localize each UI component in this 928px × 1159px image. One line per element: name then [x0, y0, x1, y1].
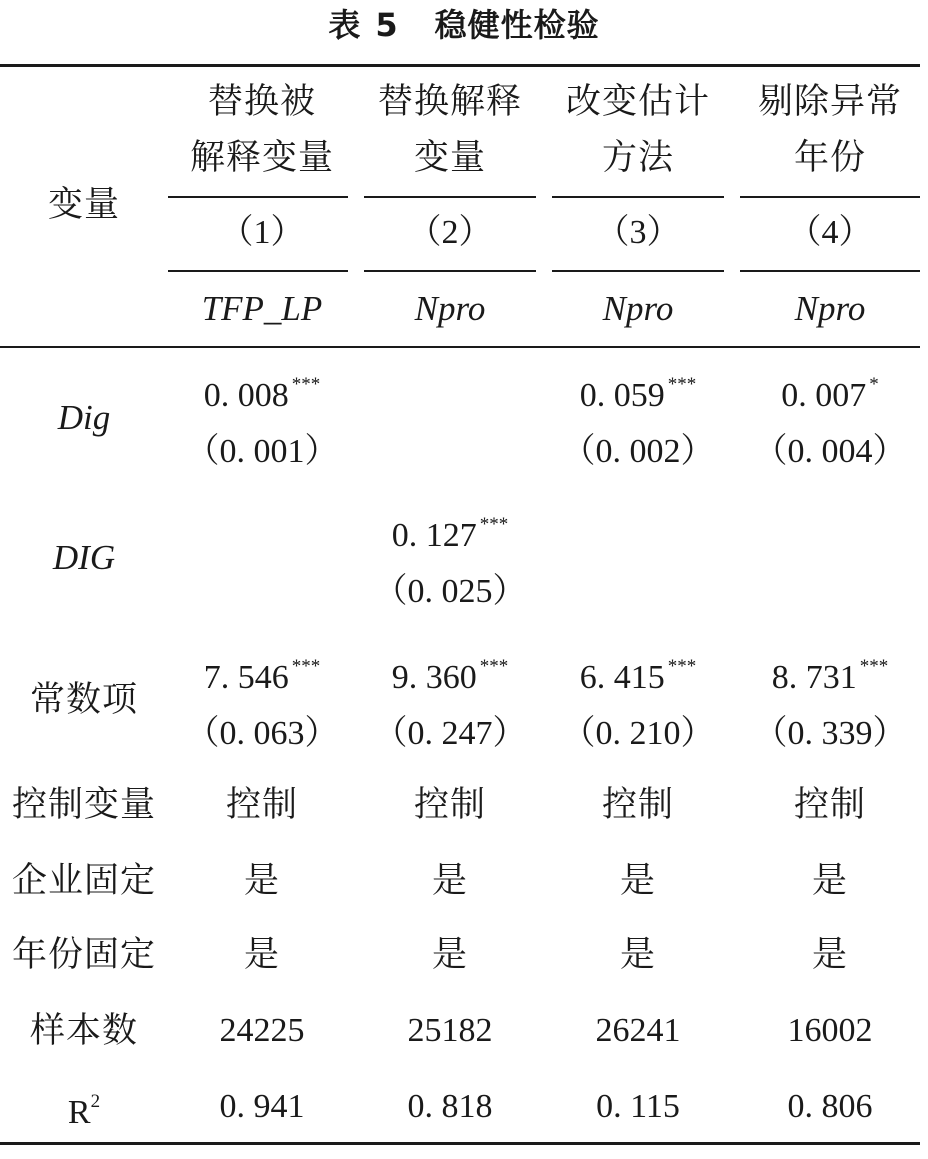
row-n-col2: 25182 [407, 1012, 493, 1049]
row-dig-col3-stars: *** [667, 373, 697, 395]
row-dig-col1-se: （0. 001） [185, 432, 339, 470]
row-const-col1-stars: *** [291, 655, 321, 677]
header-col1-depvar: TFP_LP [201, 289, 323, 328]
header-bottom-rule [0, 346, 920, 348]
header-col1-title-line2: 解释变量 [189, 138, 334, 178]
row-n-col4: 16002 [787, 1012, 873, 1049]
header-variable-label: 变量 [47, 185, 120, 225]
header-col4-title-line1: 剔除异常 [757, 82, 902, 122]
row-const-col2 [356, 644, 544, 756]
row-controls-col2: 控制 [413, 785, 486, 825]
header-col4-depvar: Npro [794, 289, 866, 328]
row-controls-col3: 控制 [601, 785, 674, 825]
header-subrule-col3-b [552, 270, 724, 272]
row-r2-label-sup: 2 [90, 1090, 101, 1112]
row-firm-fe-label: 企业固定 [11, 861, 156, 901]
row-r2-col2: 0. 818 [407, 1088, 493, 1125]
row-year-fe-label: 年份固定 [11, 935, 156, 975]
header-col4-index: （4） [787, 214, 873, 251]
row-const-col4-coef: 8. 731 [771, 658, 857, 696]
header-col1-index: （1） [219, 214, 305, 251]
row-dig-col1-coef: 0. 008 [203, 376, 289, 414]
row-const-col4-stars: *** [859, 655, 889, 677]
table-title-text: 稳健性检验 [434, 6, 600, 44]
row-DIG-col2 [356, 502, 544, 614]
header-subrule-col4-a [740, 196, 920, 198]
header-subrule-col1-a [168, 196, 348, 198]
header-col2-title-line1: 替换解释 [377, 82, 522, 122]
row-dig-col3 [544, 362, 732, 474]
row-DIG-label: DIG [52, 538, 116, 577]
row-firm-fe-col3: 是 [619, 861, 656, 901]
header-subrule-col3-a [552, 196, 724, 198]
header-subrule-col2-a [364, 196, 536, 198]
row-dig-col4-se: （0. 004） [753, 432, 907, 470]
row-const-label: 常数项 [29, 680, 138, 720]
header-subrule-col4-b [740, 270, 920, 272]
row-const-col3-stars: *** [667, 655, 697, 677]
row-controls-col4: 控制 [793, 785, 866, 825]
row-dig-col4 [732, 362, 928, 474]
header-subrule-col1-b [168, 270, 348, 272]
header-col3-title [544, 70, 732, 190]
row-dig-col3-coef: 0. 059 [579, 376, 665, 414]
header-col3-title-line2: 方法 [601, 138, 674, 178]
row-dig-label: Dig [57, 398, 111, 437]
row-DIG-col2-se: （0. 025） [373, 572, 527, 610]
row-firm-fe-col2: 是 [431, 861, 468, 901]
row-n-label: 样本数 [29, 1011, 138, 1051]
row-year-fe-col2: 是 [431, 935, 468, 975]
row-firm-fe-col1: 是 [243, 861, 280, 901]
row-const-col2-se: （0. 247） [373, 714, 527, 752]
row-r2-col4: 0. 806 [787, 1088, 873, 1125]
header-col4-title-line2: 年份 [793, 138, 866, 178]
row-DIG-col2-stars: *** [479, 513, 509, 535]
row-r2-label [0, 1074, 168, 1140]
header-col1-title-line1: 替换被 [207, 82, 316, 122]
table-title-number: 5 [375, 6, 399, 44]
row-dig-col4-coef: 0. 007 [781, 376, 867, 414]
row-year-fe-col4: 是 [811, 935, 848, 975]
header-col3-depvar: Npro [602, 289, 674, 328]
header-col2-depvar: Npro [414, 289, 486, 328]
row-const-col2-stars: *** [479, 655, 509, 677]
row-const-col4-se: （0. 339） [753, 714, 907, 752]
header-col2-title [356, 70, 544, 190]
row-controls-col1: 控制 [225, 785, 298, 825]
table-title [0, 0, 928, 56]
row-dig-col3-se: （0. 002） [561, 432, 715, 470]
header-col4-title [732, 70, 928, 190]
header-col3-index: （3） [595, 214, 681, 251]
header-col3-title-line1: 改变估计 [565, 82, 710, 122]
row-const-col1-se: （0. 063） [185, 714, 339, 752]
header-col2-index: （2） [407, 214, 493, 251]
row-firm-fe-col4: 是 [811, 861, 848, 901]
row-dig-col1 [168, 362, 356, 474]
row-dig-col1-stars: *** [291, 373, 321, 395]
row-controls-label: 控制变量 [11, 785, 156, 825]
row-DIG-col2-coef: 0. 127 [391, 516, 477, 554]
row-dig-col4-stars: * [869, 373, 879, 395]
row-const-col2-coef: 9. 360 [391, 658, 477, 696]
row-const-col3 [544, 644, 732, 756]
row-n-col1: 24225 [219, 1012, 305, 1049]
header-col2-title-line2: 变量 [413, 138, 486, 178]
table-title-prefix: 表 [328, 6, 362, 44]
header-subrule-col2-b [364, 270, 536, 272]
row-r2-col1: 0. 941 [219, 1088, 305, 1125]
row-const-col4 [732, 644, 928, 756]
top-rule [0, 64, 920, 67]
header-col1-title [168, 70, 356, 190]
row-r2-label-text: R [67, 1093, 91, 1131]
row-year-fe-col1: 是 [243, 935, 280, 975]
row-const-col3-coef: 6. 415 [579, 658, 665, 696]
row-year-fe-col3: 是 [619, 935, 656, 975]
bottom-rule [0, 1142, 920, 1145]
row-n-col3: 26241 [595, 1012, 681, 1049]
row-const-col3-se: （0. 210） [561, 714, 715, 752]
row-const-col1-coef: 7. 546 [203, 658, 289, 696]
row-const-col1 [168, 644, 356, 756]
row-r2-col3: 0. 115 [596, 1088, 680, 1125]
